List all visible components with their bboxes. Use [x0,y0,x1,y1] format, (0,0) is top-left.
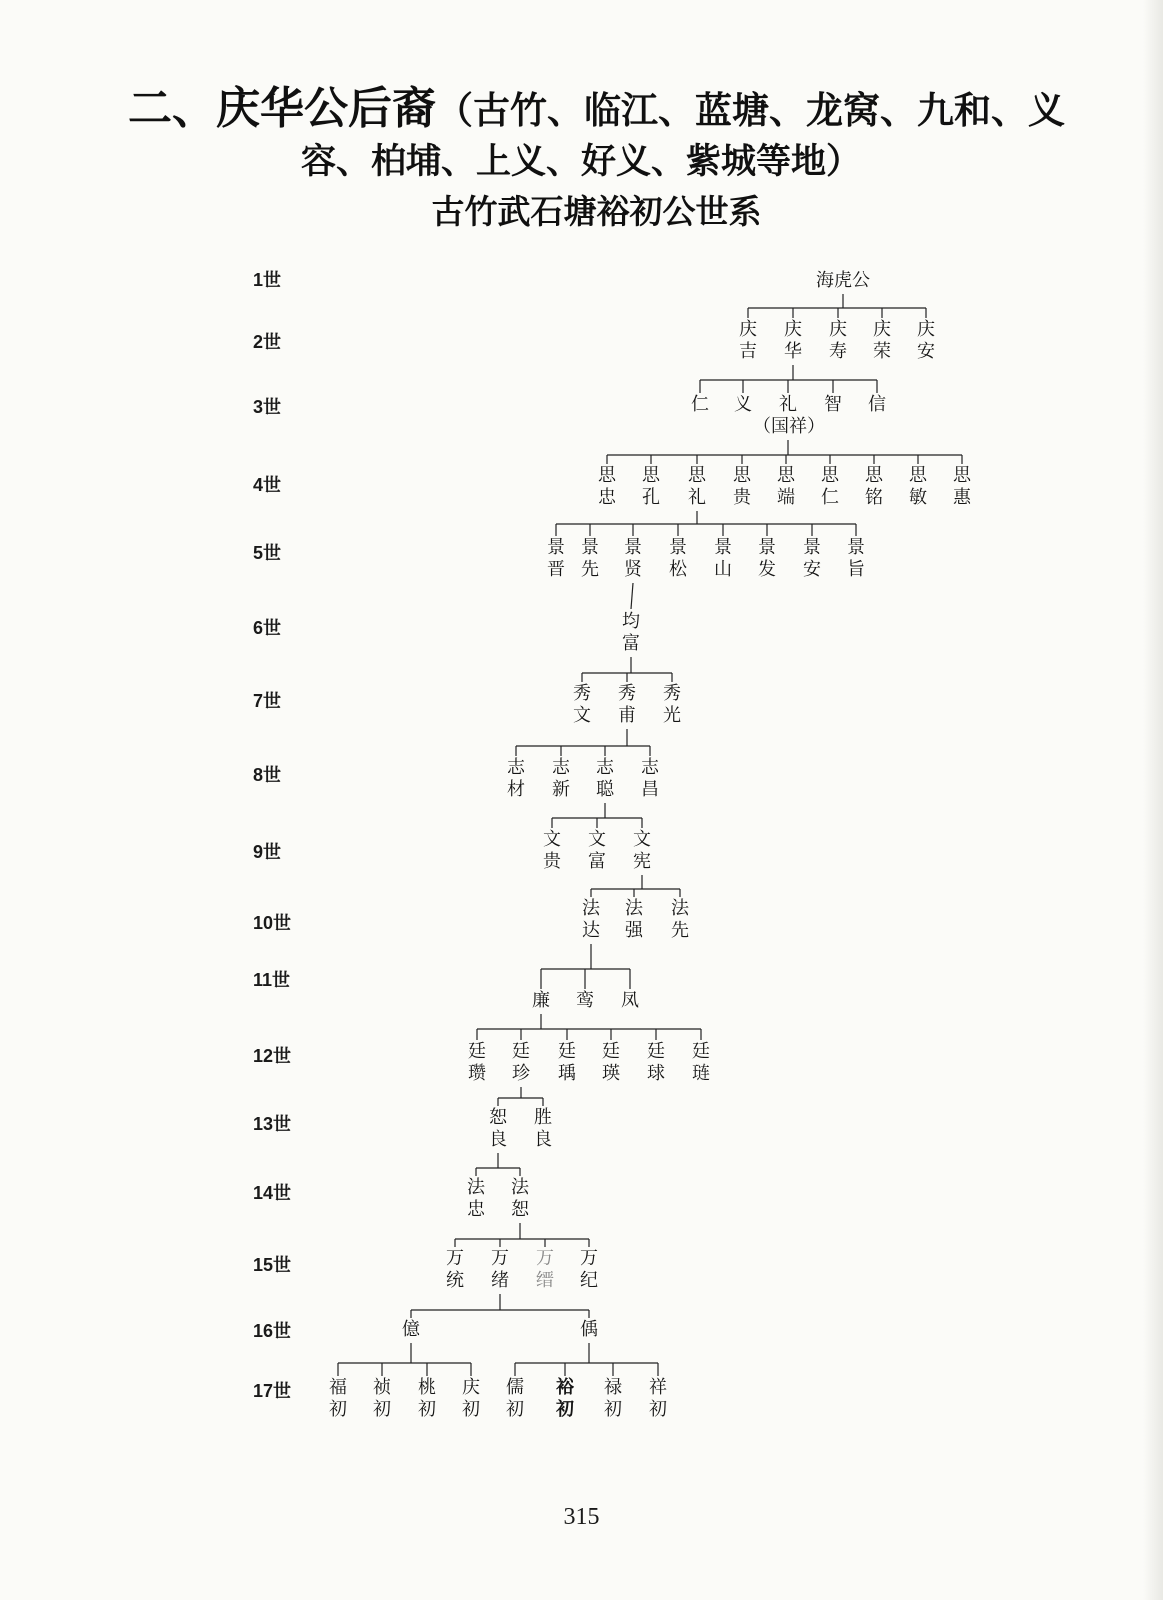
member-name: 景 [758,537,776,558]
page-edge-shadow [1143,0,1163,1600]
title-places-continued: 容、柏埔、上义、好义、紫城等地） [301,141,862,182]
generation-label: 9世 [253,842,282,862]
member-name: 强 [625,920,643,941]
member-name: 桃 [418,1377,436,1398]
member-name: 偊 [580,1319,598,1340]
member-name: 景 [547,537,565,558]
generation-label: 8世 [253,765,282,785]
member-name: 山 [714,559,732,580]
member-name: 廷 [602,1041,620,1062]
member-name: 仁 [691,394,709,415]
member-name: 廷 [468,1041,486,1062]
generation-label: 7世 [253,691,282,711]
member-name: 法 [511,1177,529,1198]
member-name: 华 [784,341,802,362]
title-main: 二、庆华公后裔 [128,83,436,134]
member-name: 安 [803,559,821,580]
generation-label: 5世 [253,543,282,563]
member-name: 裕 [556,1377,574,1398]
member-name: 景 [714,537,732,558]
generation-label: 2世 [253,332,282,352]
member-name: 均 [622,611,640,632]
connector-line [631,583,633,609]
member-name: 景 [803,537,821,558]
member-name: 鸾 [576,990,594,1011]
member-name: 庆 [917,319,935,340]
member-name: 贵 [733,487,751,508]
member-name: 忠 [467,1199,485,1220]
member-name: 志 [641,757,659,778]
member-name: 良 [489,1129,507,1150]
member-name: 思 [953,465,971,486]
member-name: 新 [552,779,570,800]
member-name: 景 [669,537,687,558]
member-name: 文 [588,829,606,850]
member-name: 贤 [624,559,642,580]
member-name: 万 [446,1248,464,1269]
member-name: 祥 [649,1377,667,1398]
member-name: 景 [624,537,642,558]
member-name: 文 [543,829,561,850]
member-name: 甫 [618,705,636,726]
member-name: 景 [581,537,599,558]
title-places: （古竹、临江、蓝塘、龙窝、九和、义 [436,88,1065,132]
member-name: 安 [917,341,935,362]
member-name: 万 [491,1248,509,1269]
member-name: 贵 [543,851,561,872]
member-name: 秀 [618,683,636,704]
member-name: 初 [556,1399,574,1420]
member-name: 初 [329,1399,347,1420]
member-name: 礼 [779,394,797,415]
member-name: 思 [821,465,839,486]
member-name: 达 [582,920,600,941]
member-name: 胜 [534,1107,552,1128]
member-name: 珍 [512,1063,530,1084]
lineage-subtitle: 古竹武石塘裕初公世系 [431,192,762,231]
member-name: 法 [467,1177,485,1198]
member-name: 初 [418,1399,436,1420]
member-name: 荣 [873,341,891,362]
member-name: 思 [598,465,616,486]
generation-label: 1世 [253,270,282,290]
member-name: 良 [534,1129,552,1150]
member-name: 初 [506,1399,524,1420]
member-name: 思 [642,465,660,486]
member-name: 初 [604,1399,622,1420]
member-name: 光 [663,705,681,726]
member-name: 发 [758,559,776,580]
member-alias: （国祥） [753,416,825,437]
member-name: 庆 [829,319,847,340]
generation-label: 4世 [253,475,282,495]
member-name: 海虎公 [816,270,870,291]
member-name: 思 [688,465,706,486]
member-name: 恕 [489,1107,507,1128]
member-name: 廷 [558,1041,576,1062]
member-name: 信 [868,394,886,415]
member-name: 仁 [821,487,839,508]
member-name: 瑛 [602,1063,620,1084]
generation-label: 14世 [253,1183,292,1203]
member-name: 思 [909,465,927,486]
member-name: 统 [446,1270,464,1291]
generation-label: 11世 [253,970,291,990]
member-name: 儒 [506,1377,524,1398]
member-name: 材 [507,779,525,800]
member-name: 先 [671,920,689,941]
member-name: 恕 [511,1199,529,1220]
member-name: 志 [507,757,525,778]
member-name: 福 [329,1377,347,1398]
page-number: 315 [563,1504,600,1530]
member-name: 景 [847,537,865,558]
member-name: 庆 [739,319,757,340]
generation-label: 10世 [253,913,292,933]
generation-label: 6世 [253,618,282,638]
member-name: 庆 [462,1377,480,1398]
member-name: 缙 [536,1270,554,1291]
member-name: 瑀 [558,1063,576,1084]
member-name: 孔 [642,487,660,508]
member-name: 礼 [688,487,706,508]
member-name: 法 [671,898,689,919]
member-name: 廷 [692,1041,710,1062]
member-name: 吉 [739,341,757,362]
member-name: 聪 [596,779,614,800]
generation-label: 15世 [253,1255,292,1275]
member-name: 初 [462,1399,480,1420]
member-name: 祯 [373,1377,391,1398]
member-name: 文 [573,705,591,726]
member-name: 端 [777,487,795,508]
member-name: 志 [552,757,570,778]
member-name: 晋 [547,559,565,580]
member-name: 志 [596,757,614,778]
member-name: 廷 [512,1041,530,1062]
member-name: 廉 [532,990,550,1011]
member-name: 义 [734,394,752,415]
generation-label: 16世 [253,1321,292,1341]
member-name: 宪 [633,851,651,872]
member-name: 昌 [641,779,659,800]
member-name: 富 [622,633,640,654]
member-name: 琏 [692,1063,710,1084]
member-name: 禄 [604,1377,622,1398]
member-name: 惠 [953,487,971,508]
generation-label: 3世 [253,397,282,417]
member-name: 先 [581,559,599,580]
member-name: 思 [777,465,795,486]
member-name: 瓒 [468,1063,486,1084]
member-name: 思 [733,465,751,486]
member-name: 億 [402,1319,420,1340]
member-name: 凤 [621,990,639,1011]
member-name: 秀 [573,683,591,704]
member-name: 秀 [663,683,681,704]
member-name: 铭 [865,487,883,508]
member-name: 富 [588,851,606,872]
member-name: 法 [582,898,600,919]
member-name: 松 [669,559,687,580]
generation-label: 13世 [253,1114,292,1134]
member-name: 旨 [847,559,865,580]
member-name: 纪 [580,1270,598,1291]
member-name: 万 [536,1248,554,1269]
member-name: 廷 [647,1041,665,1062]
generation-label: 17世 [253,1381,292,1401]
generation-label: 12世 [253,1046,292,1066]
member-name: 文 [633,829,651,850]
member-name: 球 [647,1063,665,1084]
member-name: 初 [373,1399,391,1420]
member-name: 庆 [784,319,802,340]
member-name: 敏 [909,487,927,508]
member-name: 寿 [829,341,847,362]
member-name: 忠 [598,487,616,508]
member-name: 庆 [873,319,891,340]
member-name: 万 [580,1248,598,1269]
member-name: 思 [865,465,883,486]
member-name: 绪 [491,1270,509,1291]
member-name: 初 [649,1399,667,1420]
member-name: 智 [824,394,842,415]
member-name: 法 [625,898,643,919]
